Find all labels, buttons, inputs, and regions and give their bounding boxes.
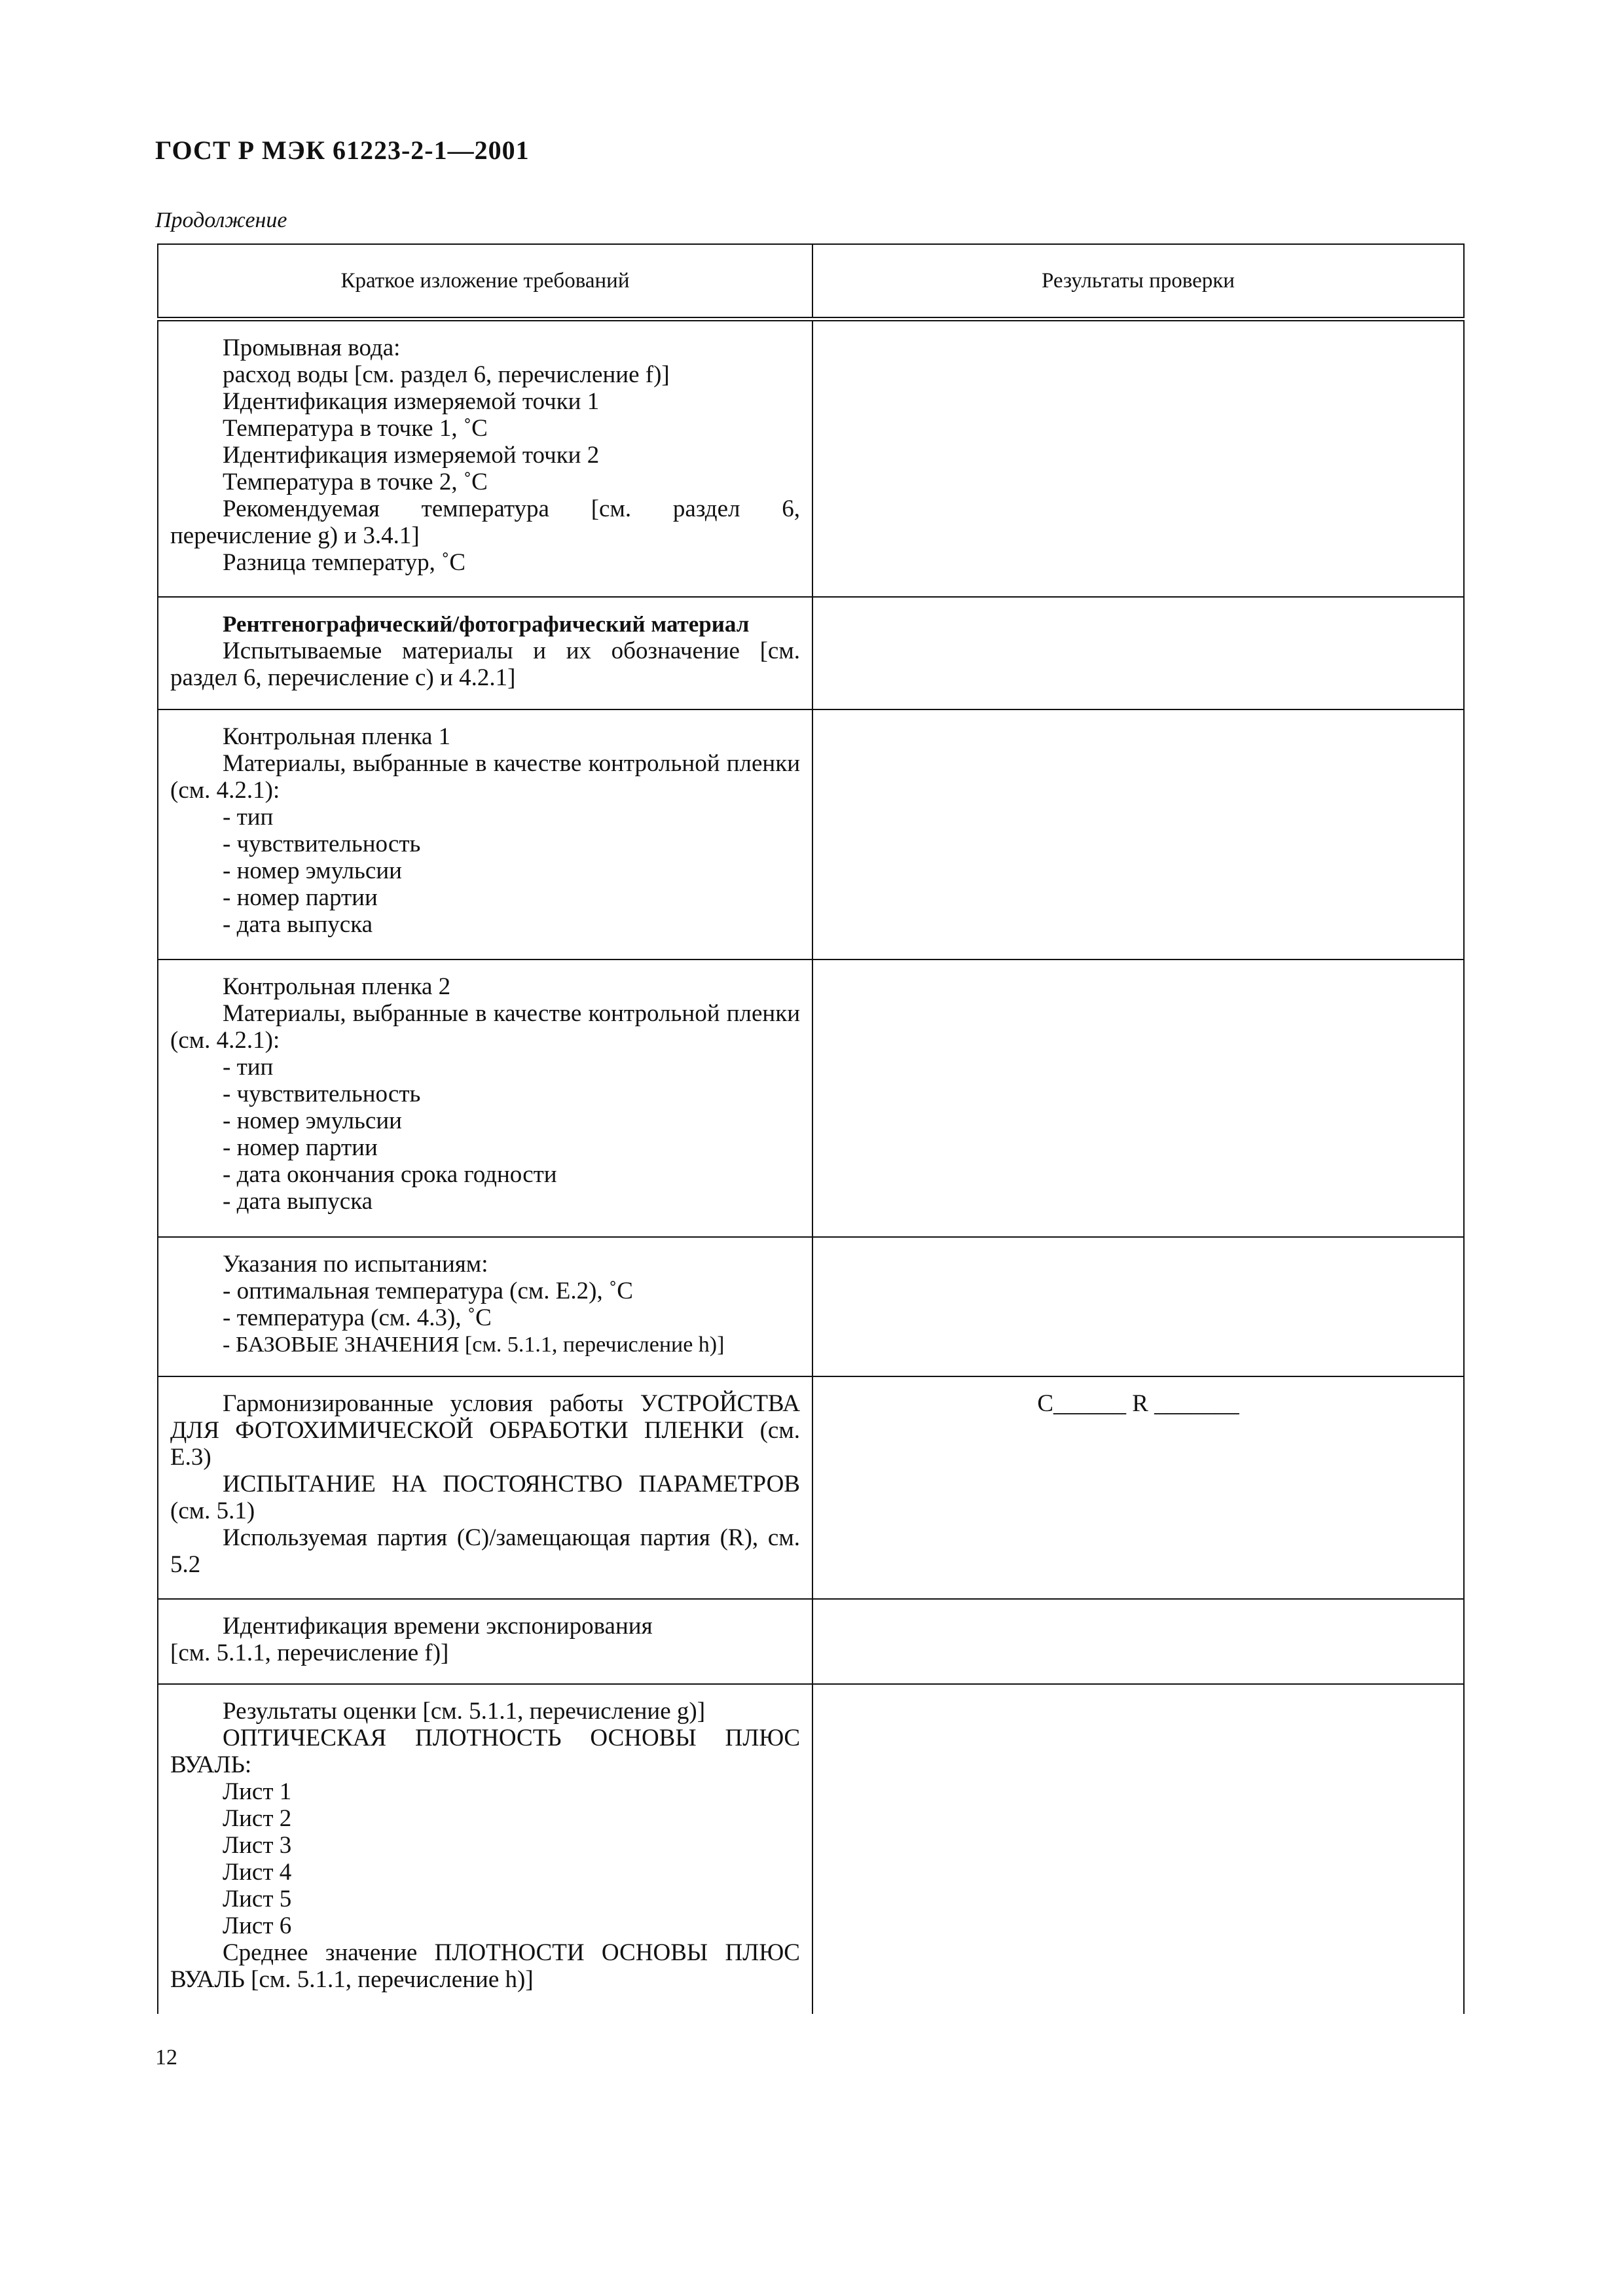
requirement-line: Гармонизированные условия работы УСТРОЙСТВА ДЛЯ ФОТОХИМИЧЕСКОЙ ОБРАБОТКИ ПЛЕНКИ (см. Е.3) — [170, 1390, 800, 1471]
table-header-row — [158, 244, 1464, 319]
requirement-line: Лист 4 — [223, 1858, 292, 1886]
requirement-line: Разница температур, ˚C — [223, 549, 466, 576]
requirement-cell — [158, 1684, 812, 2014]
requirement-line: Температура в точке 2, ˚C — [223, 469, 488, 495]
requirement-cell — [158, 597, 812, 709]
requirement-line: Идентификация измеряемой точки 1 — [223, 388, 600, 415]
page-number: 12 — [155, 2045, 177, 2070]
table-row — [158, 597, 1464, 709]
requirement-line: Идентификация измеряемой точки 2 — [223, 442, 600, 469]
requirement-line: Рекомендуемая температура [см. раздел 6, перечисление g) и 3.4.1] — [170, 495, 800, 549]
table-row — [158, 960, 1464, 1237]
result-cell[interactable] — [812, 597, 1464, 709]
requirement-cell — [158, 709, 812, 960]
result-cell[interactable] — [812, 709, 1464, 960]
requirement-line: Контрольная пленка 1 — [223, 723, 451, 750]
requirement-line: Используемая партия (С)/замещающая партия (R), см. 5.2 — [170, 1524, 800, 1578]
requirement-cell — [158, 1237, 812, 1376]
result-cell[interactable] — [812, 319, 1464, 597]
table-row — [158, 319, 1464, 597]
result-cell[interactable] — [812, 1237, 1464, 1376]
requirement-line: Среднее значение ПЛОТНОСТИ ОСНОВЫ ПЛЮС ВУАЛЬ [см. 5.1.1, перечисление h)] — [170, 1939, 800, 1993]
section-heading: Рентгенографический/фотографический материал — [223, 611, 750, 637]
requirement-line: Лист 6 — [223, 1912, 292, 1939]
table-row — [158, 709, 1464, 960]
table-row — [158, 1599, 1464, 1684]
requirement-line: - чувствительность — [223, 1080, 421, 1107]
result-cell[interactable] — [812, 1684, 1464, 2014]
requirements-table — [157, 243, 1465, 2014]
requirement-line: [см. 5.1.1, перечисление f)] — [170, 1639, 449, 1666]
requirement-line: Идентификация времени экспонирования — [223, 1612, 653, 1640]
requirement-line: - дата выпуска — [223, 910, 373, 938]
requirement-line: - тип — [223, 1053, 274, 1081]
requirement-line: ОПТИЧЕСКАЯ ПЛОТНОСТЬ ОСНОВЫ ПЛЮС ВУАЛЬ: — [170, 1724, 800, 1778]
requirement-line: - температура (см. 4.3), ˚C — [223, 1304, 492, 1331]
table-row — [158, 1684, 1464, 2014]
requirement-line: - номер эмульсии — [223, 1107, 402, 1134]
requirement-line: - дата выпуска — [223, 1187, 373, 1215]
requirement-line: Лист 5 — [223, 1885, 292, 1912]
requirement-line: Испытываемые материалы и их обозначение [см. раздел 6, перечисление с) и 4.2.1] — [170, 637, 800, 691]
table-row — [158, 1376, 1464, 1599]
requirement-line: Контрольная пленка 2 — [223, 973, 451, 1000]
requirement-line: Лист 2 — [223, 1804, 292, 1832]
requirement-line: - БАЗОВЫЕ ЗНАЧЕНИЯ [см. 5.1.1, перечисление h)] — [223, 1332, 725, 1357]
requirement-line: Материалы, выбранные в качестве контрольной пленки (см. 4.2.1): — [170, 999, 800, 1054]
requirement-line: - чувствительность — [223, 830, 421, 857]
requirement-line: Лист 3 — [223, 1831, 292, 1859]
requirement-line: Лист 1 — [223, 1778, 292, 1805]
requirement-cell — [158, 1376, 812, 1599]
column-header-results: Результаты проверки — [812, 244, 1464, 319]
table-row — [158, 1237, 1464, 1376]
requirement-line: - номер партии — [223, 884, 378, 911]
continuation-label: Продолжение — [155, 208, 287, 232]
requirement-cell — [158, 319, 812, 597]
requirement-line: - оптимальная температура (см. Е.2), ˚C — [223, 1277, 633, 1304]
requirement-line: Температура в точке 1, ˚C — [223, 415, 488, 442]
requirement-line: Указания по испытаниям: — [223, 1250, 488, 1278]
document-title: ГОСТ Р МЭК 61223-2-1—2001 — [155, 135, 530, 165]
requirement-line: ИСПЫТАНИЕ НА ПОСТОЯНСТВО ПАРАМЕТРОВ (см. 5.1) — [170, 1470, 800, 1524]
column-header-requirements: Краткое изложение требований — [158, 244, 812, 319]
requirement-line: расход воды [см. раздел 6, перечисление f)] — [223, 361, 670, 388]
requirement-line: - номер эмульсии — [223, 857, 402, 884]
requirement-line: Промывная вода: — [223, 334, 401, 361]
result-cell-batch[interactable]: C______ R _______ — [812, 1376, 1464, 1599]
requirement-line: - номер партии — [223, 1134, 378, 1161]
requirement-line: Материалы, выбранные в качестве контрольной пленки (см. 4.2.1): — [170, 749, 800, 804]
result-cell[interactable] — [812, 960, 1464, 1237]
requirement-cell — [158, 960, 812, 1237]
requirement-line: - тип — [223, 803, 274, 831]
requirement-line: Результаты оценки [см. 5.1.1, перечисление g)] — [223, 1697, 706, 1725]
requirement-line: - дата окончания срока годности — [223, 1160, 557, 1188]
requirement-cell — [158, 1599, 812, 1684]
result-cell[interactable] — [812, 1599, 1464, 1684]
